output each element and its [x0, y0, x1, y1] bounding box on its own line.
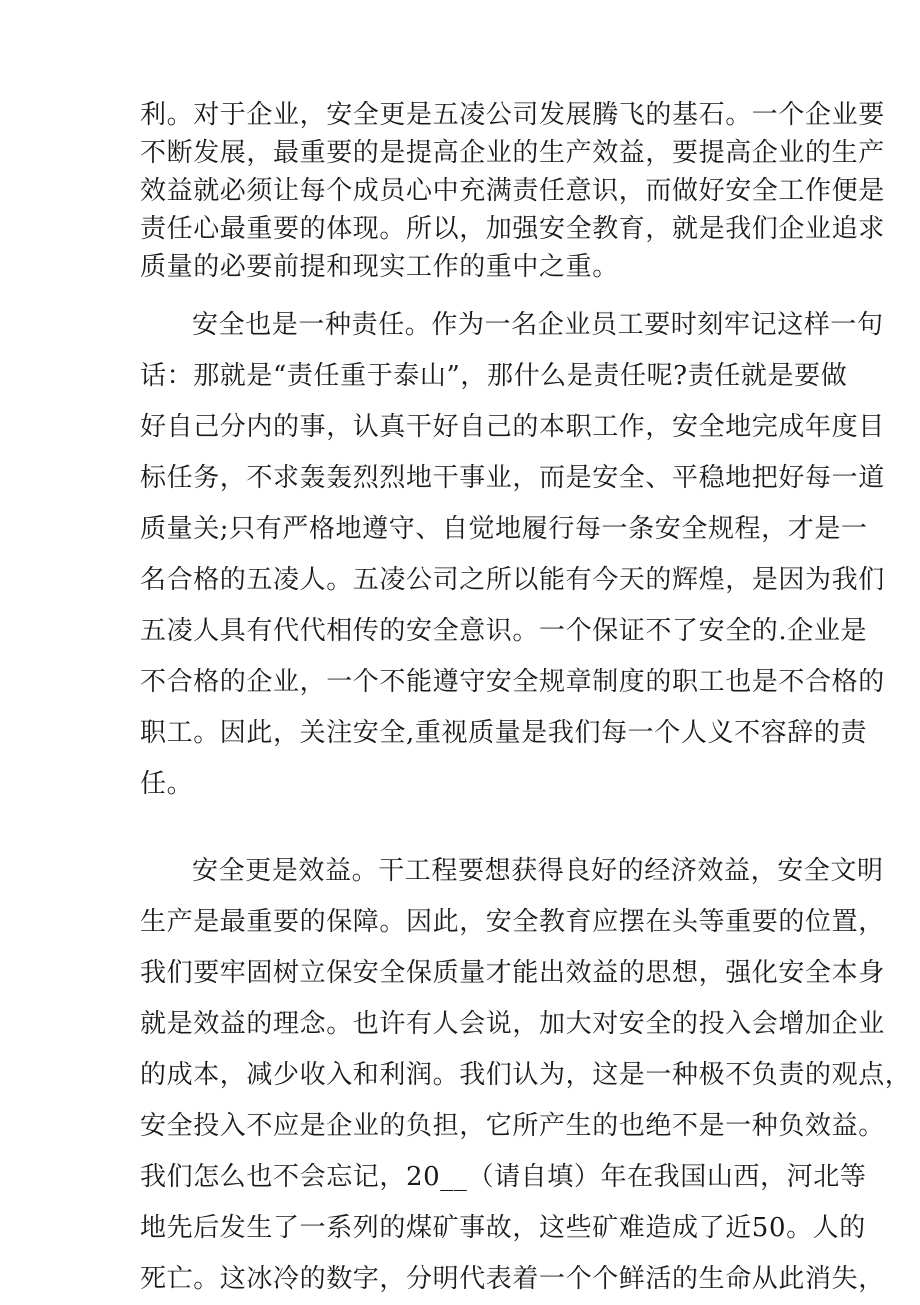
text-line: 安全更是效益。干工程要想获得良好的经济效益，安全文明 [192, 856, 884, 886]
text-line: 质量的必要前提和现实工作的重中之重。 [140, 252, 619, 282]
document-body [140, 96, 912, 1305]
text-line: 任。 [140, 769, 194, 799]
text-line: 安全投入不应是企业的负担，它所产生的也绝不是一种负效益。 [140, 1111, 885, 1141]
text-line: 质量关;只有严格地遵守、自觉地履行每一条安全规程，才是一 [140, 514, 868, 544]
text-line: 不合格的企业，一个不能遵守安全规章制度的职工也是不合格的 [140, 667, 885, 697]
text-line: 五凌人具有代代相传的安全意识。一个保证不了安全的.企业是 [140, 616, 868, 646]
text-line: 标任务，不求轰轰烈烈地干事业，而是安全、平稳地把好每一道 [140, 463, 885, 493]
paragraph-1 [140, 96, 885, 286]
paragraph-2 [140, 300, 885, 810]
text-line: 效益就必须让每个成员心中充满责任意识，而做好安全工作便是 [140, 176, 885, 206]
text-line: 安全也是一种责任。作为一名企业员工要时刻牢记这样一句 [192, 310, 884, 340]
text-line: 就是效益的理念。也许有人会说，加大对安全的投入会增加企业 [140, 1009, 885, 1039]
text-line: 利。对于企业，安全更是五凌公司发展腾飞的基石。一个企业要 [140, 100, 885, 130]
text-line: 死亡。这冰冷的数字，分明代表着一个个鲜活的生命从此消失， [140, 1264, 885, 1294]
text-line: 不断发展，最重要的是提高企业的生产效益，要提高企业的生产 [140, 138, 885, 168]
text-line: 我们要牢固树立保安全保质量才能出效益的思想，强化安全本身 [140, 958, 885, 988]
paragraph-3 [140, 846, 912, 1305]
text-line: 名合格的五凌人。五凌公司之所以能有今天的辉煌，是因为我们 [140, 565, 885, 595]
text-line: 职工。因此，关注安全,重视质量是我们每一个人义不容辞的责 [140, 718, 868, 748]
text-line: 责任心最重要的体现。所以，加强安全教育，就是我们企业追求 [140, 214, 885, 244]
text-line: 好自己分内的事，认真干好自己的本职工作，安全地完成年度目 [140, 412, 885, 442]
text-line: 生产是最重要的保障。因此，安全教育应摆在头等重要的位置， [140, 907, 885, 937]
text-line: 的成本，减少收入和利润。我们认为，这是一种极不负责的观点， [140, 1060, 912, 1090]
text-line: 我们怎么也不会忘记，20__（请自填）年在我国山西，河北等 [140, 1162, 867, 1192]
text-line: 地先后发生了一系列的煤矿事故，这些矿难造成了近50。人的 [140, 1213, 866, 1243]
text-line: 话：那就是“责任重于泰山”，那什么是责任呢?责任就是要做 [140, 361, 848, 391]
